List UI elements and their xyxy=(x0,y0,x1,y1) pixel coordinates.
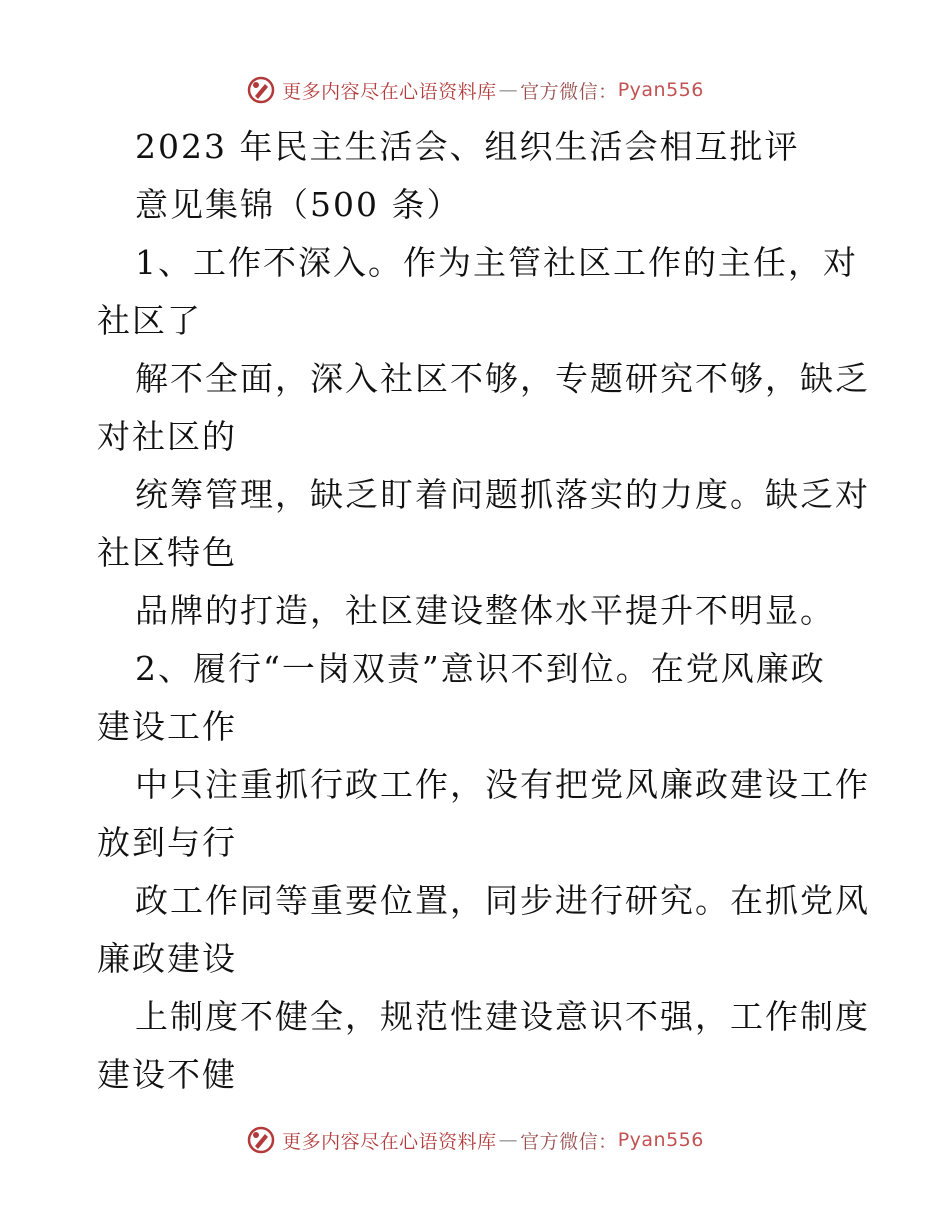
paragraph-lines xyxy=(97,234,870,1104)
paragraph-line: 统筹管理，缺乏盯着问题抓落实的力度。缺乏对 xyxy=(135,475,870,514)
watermark-text: 更多内容尽在心语资料库 xyxy=(282,80,497,103)
watermark-dash: — xyxy=(498,79,519,101)
paragraph-line: 社区特色 xyxy=(97,533,237,572)
document-title-line: 2023 年民主生活会、组织生活会相互批评 xyxy=(135,127,800,166)
document-body xyxy=(97,118,870,1104)
paragraph-line: 1、工作不深入。作为主管社区工作的主任，对 xyxy=(135,243,858,282)
paragraph-line: 解不全面，深入社区不够，专题研究不够，缺乏 xyxy=(135,359,870,398)
paragraph-line: 社区了 xyxy=(97,301,202,340)
paragraph-line: 廉政建设 xyxy=(97,939,237,978)
document-title-line: 意见集锦（500 条） xyxy=(135,185,462,224)
paragraph-line: 品牌的打造，社区建设整体水平提升不明显。 xyxy=(135,591,835,630)
watermark-contact-label: 官方微信： xyxy=(520,80,618,103)
watermark-text: 更多内容尽在心语资料库 xyxy=(282,1130,497,1153)
paragraph-line: 上制度不健全，规范性建设意识不强，工作制度 xyxy=(135,997,870,1036)
watermark-banner-top xyxy=(0,70,950,110)
paragraph-line: 放到与行 xyxy=(97,823,237,862)
watermark-contact-label: 官方微信： xyxy=(520,1130,618,1153)
watermark-dash: — xyxy=(498,1129,519,1151)
paragraph-line: 建设不健 xyxy=(97,1055,237,1094)
pen-logo-icon xyxy=(246,75,276,105)
watermark-wechat-id: Pyan556 xyxy=(617,79,704,101)
paragraph-line: 政工作同等重要位置，同步进行研究。在抓党风 xyxy=(135,881,870,920)
paragraph-line: 对社区的 xyxy=(97,417,237,456)
paragraph-line: 中只注重抓行政工作，没有把党风廉政建设工作 xyxy=(135,765,870,804)
paragraph-line: 建设工作 xyxy=(97,707,237,746)
watermark-wechat-id: Pyan556 xyxy=(617,1129,704,1151)
pen-logo-icon xyxy=(246,1125,276,1155)
watermark-banner-bottom xyxy=(0,1120,950,1160)
paragraph-line: 2、履行“一岗双责”意识不到位。在党风廉政 xyxy=(135,649,826,688)
